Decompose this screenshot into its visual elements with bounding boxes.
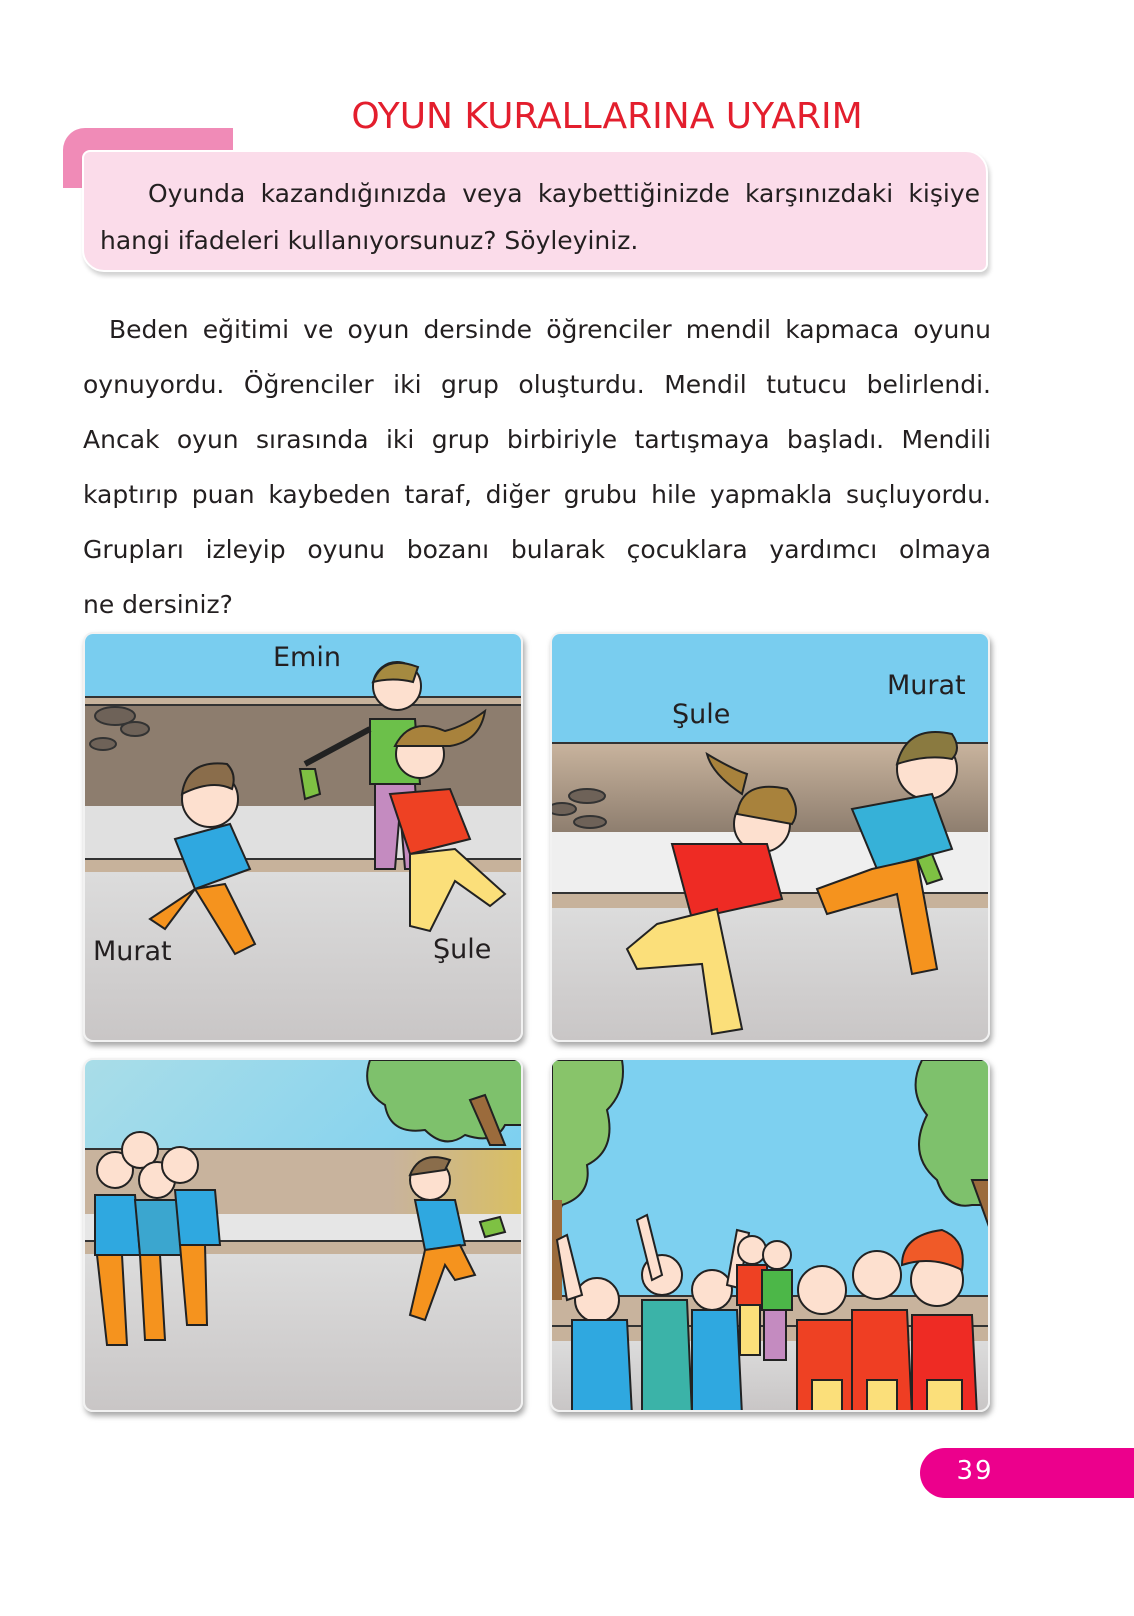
story-line: ne dersiniz? — [83, 590, 233, 619]
label-sule: Şule — [672, 699, 731, 730]
prompt-line-2: hangi ifadeleri kullanıyorsunuz? Söyleyiniz. — [100, 226, 639, 255]
story-paragraph — [83, 302, 991, 632]
illustration-panel-1 — [83, 632, 523, 1042]
children-arguing-illustration — [552, 1060, 990, 1412]
page-title: OYUN KURALLARINA UYARIM — [351, 96, 863, 137]
group-watching-illustration — [85, 1060, 523, 1412]
page-number: 39 — [956, 1456, 994, 1486]
illustration-panel-3 — [83, 1058, 523, 1412]
label-sule: Şule — [433, 934, 492, 965]
illustration-panel-4 — [550, 1058, 990, 1412]
story-line: Beden eğitimi ve oyun dersinde öğrenciler mendil kapmaca oyunu — [109, 315, 991, 344]
prompt-line-1: Oyunda kazandığınızda veya kaybettiğinizde karşınızdaki kişiye — [148, 179, 980, 208]
story-line: Grupları izleyip oyunu bozanı bularak çocuklara yardımcı olmaya — [83, 535, 991, 564]
label-murat: Murat — [93, 936, 172, 967]
story-line: kaptırıp puan kaybeden taraf, diğer grubu hile yapmakla suçluyordu. — [83, 480, 991, 509]
story-line: Ancak oyun sırasında iki grup birbiriyle tartışmaya başladı. Mendili — [83, 425, 991, 454]
illustration-panel-2 — [550, 632, 990, 1042]
label-murat: Murat — [887, 670, 966, 701]
children-running-illustration — [85, 634, 523, 1042]
label-emin: Emin — [273, 642, 341, 673]
story-line: oynuyordu. Öğrenciler iki grup oluşturdu. Mendil tutucu belirlendi. — [83, 370, 991, 399]
prompt-text — [100, 170, 980, 264]
